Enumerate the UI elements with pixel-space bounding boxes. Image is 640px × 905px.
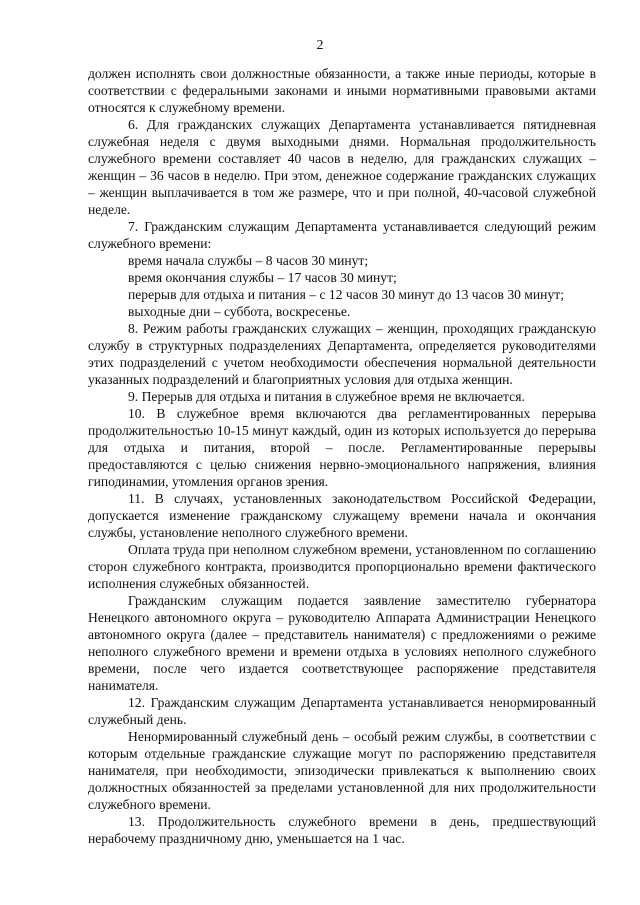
- page-number: 2: [316, 38, 324, 53]
- paragraph-irregular-day-definition: Ненормированный служебный день – особый режим службы, в соответствии с которым отдельные гражданские служащие могут по распоряжению представителя нанимателя, при необходимости, эпизодически привлекаться к выполнению своих должностных обязанностей за пределами установленной для них продолжительности служебного времени.: [88, 729, 596, 812]
- schedule-days-off: выходные дни – суббота, воскресенье.: [128, 304, 351, 319]
- paragraph-12-irregular-day: 12. Гражданским служащим Департамента устанавливается ненормированный служебный день.: [88, 695, 596, 727]
- paragraph-13-pre-holiday: 13. Продолжительность служебного времени в день, предшествующий нерабочему праздничному дню, уменьшается на 1 час.: [88, 814, 596, 846]
- paragraph-6-work-week: 6. Для гражданских служащих Департамента устанавливается пятидневная служебная неделя с двумя выходными днями. Нормальная продолжительность служебного времени составляет 40 часов в неделю, для гражданских служащих – женщин – 36 часов в неделю. При этом, денежное содержание гражданских служащих – женщин выплачивается в том же размере, что и при полной, 40-часовой служебной неделе.: [88, 117, 596, 217]
- schedule-end-time: время окончания службы – 17 часов 30 минут;: [128, 270, 397, 285]
- paragraph-part-time-pay: Оплата труда при неполном служебном времени, установленном по соглашению сторон служебного контракта, производится пропорционально времени фактического исполнения служебных обязанностей.: [88, 542, 596, 591]
- schedule-start-time: время начала службы – 8 часов 30 минут;: [128, 253, 369, 268]
- paragraph-continuation: должен исполнять свои должностные обязанности, а также иные периоды, которые в соответствии с федеральными законами и иными нормативными правовыми актами относятся к служебному времени.: [88, 66, 596, 115]
- paragraph-7-schedule: 7. Гражданским служащим Департамента устанавливается следующий режим служебного времени:: [88, 219, 596, 251]
- paragraph-11-time-changes: 11. В случаях, установленных законодательством Российской Федерации, допускается изменение гражданскому служащему времени начала и окончания службы, установление неполного служебного времени.: [88, 491, 596, 540]
- document-body: [88, 65, 596, 847]
- paragraph-9-break: 9. Перерыв для отдыха и питания в служебное время не включается.: [128, 389, 525, 404]
- schedule-lunch-break: перерыв для отдыха и питания – с 12 часов 30 минут до 13 часов 30 минут;: [128, 287, 564, 302]
- paragraph-8-women-regime: 8. Режим работы гражданских служащих – женщин, проходящих гражданскую службу в структурных подразделениях Департамента, определяется руководителями этих подразделений с учетом необходимости обеспечения нормальной деятельности указанных подразделений и благоприятных условия для отдыха женщин.: [88, 321, 596, 387]
- paragraph-part-time-application: Гражданским служащим подается заявление заместителю губернатора Ненецкого автономного округа – руководителю Аппарата Администрации Ненецкого автономного округа (далее – представитель нанимателя) с предложениями о режиме неполного служебного времени и времени отдыха в условиях неполного служебного времени, после чего издается соответствующее распоряжение представителя нанимателя.: [88, 593, 596, 693]
- paragraph-10-regulated-breaks: 10. В служебное время включаются два регламентированных перерыва продолжительностью 10-15 минут каждый, один из которых используется до перерыва для отдыха и питания, второй – после. Регламентированные перерывы предоставляются с целью снижения нервно-эмоционального напряжения, влияния гиподинамии, утомления органов зрения.: [88, 406, 596, 489]
